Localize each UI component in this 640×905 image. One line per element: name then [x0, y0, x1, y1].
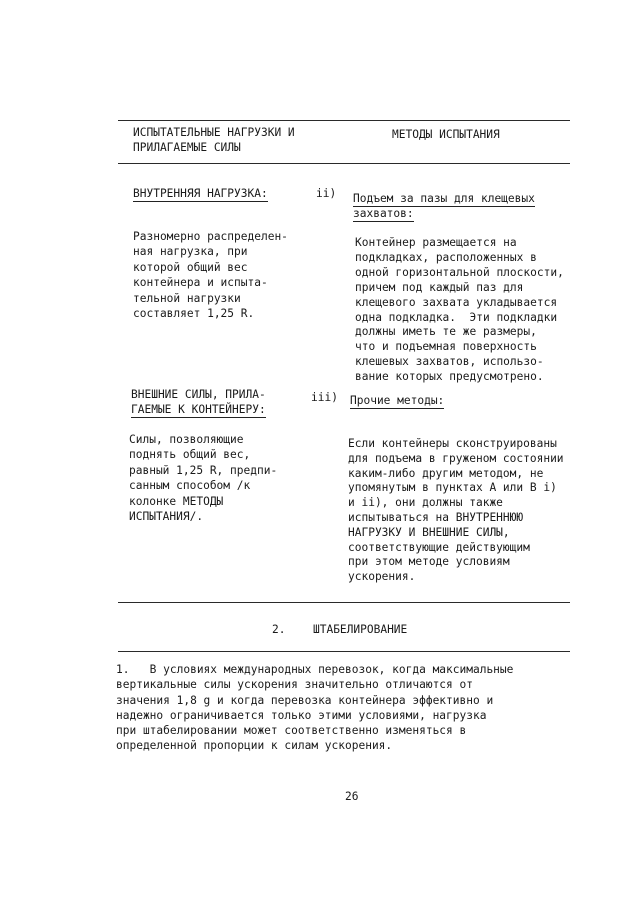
page-number: 26 [345, 790, 359, 803]
external-forces-text: Силы, позволяющие поднять общий вес, равный 1,25 R, предпи- санным способом /к колонке МЕТОДЫ ИСПЫТАНИЯ/. [129, 433, 278, 524]
other-methods-text: Если контейнеры сконструированы для подъема в груженом состоянии каким-либо другим методом, не упомянутым в пунктах А или В i) и ii), они должны также испытываться на ВНУТРЕННЮЮ НАГРУЗКУ И ВНЕШНИЕ СИЛЫ, соответствующие действующим при этом методе условиям ускорения. [348, 437, 564, 584]
other-methods-heading [350, 393, 444, 408]
section-ii-method-heading-line2: захватов: [353, 207, 414, 220]
section-ii-method-heading-line1: Подъем за пазы для клещевых [353, 192, 535, 205]
other-methods-heading-text: Прочие методы: [350, 394, 445, 407]
section-2-number: 2. [272, 623, 286, 636]
internal-load-heading [133, 186, 268, 201]
header-right-title: МЕТОДЫ ИСПЫТАНИЯ [392, 128, 500, 141]
section-ii-method-text: Контейнер размещается на подкладках, расположенных в одной горизонтальной плоскости, причем под каждый паз для клещевого захвата укладывается одна подкладка. Эти подкладки должны иметь те же размеры, что и подъемная поверхность клешевых захватов, использо- вание которых предусмотрено. [355, 236, 564, 384]
paragraph-1: 1. В условиях международных перевозок, когда максимальные вертикальные силы ускорения значительно отличаются от значения 1,8 g и когда перевозка контейнера эффективно и надежно ограничивается только этими условиями, нагрузка при штабелировании может соответственно изменяться в определенной пропорции к силам ускорения. [116, 663, 514, 753]
header-bottom-rule [118, 163, 570, 164]
section-2-rule [118, 651, 570, 652]
table-bottom-rule [118, 602, 570, 603]
section-2-heading [272, 622, 407, 637]
section-iii-numeral: iii) [311, 391, 338, 404]
header-left-line2: ПРИЛАГАЕМЫЕ СИЛЫ [133, 141, 241, 154]
external-forces-heading-line1: ВНЕШНИЕ СИЛЫ, ПРИЛА- [131, 388, 266, 401]
section-ii-numeral: ii) [316, 187, 337, 200]
section-ii-method-heading [353, 191, 535, 221]
header-left-line1: ИСПЫТАТЕЛЬНЫЕ НАГРУЗКИ И [133, 126, 295, 139]
header-right-column [392, 127, 500, 142]
internal-load-text: Разномерно распределен- ная нагрузка, при которой общий вес контейнера и испыта- тельной нагрузки составляет 1,25 R. [133, 230, 288, 321]
table-top-rule [118, 120, 570, 121]
internal-load-heading-text: ВНУТРЕННЯЯ НАГРУЗКА: [133, 187, 268, 200]
external-forces-heading-line2: ГАЕМЫЕ К КОНТЕЙНЕРУ: [131, 403, 266, 416]
header-left-column [133, 125, 295, 155]
section-2-title: ШТАБЕЛИРОВАНИЕ [312, 623, 408, 636]
external-forces-heading [131, 387, 266, 417]
